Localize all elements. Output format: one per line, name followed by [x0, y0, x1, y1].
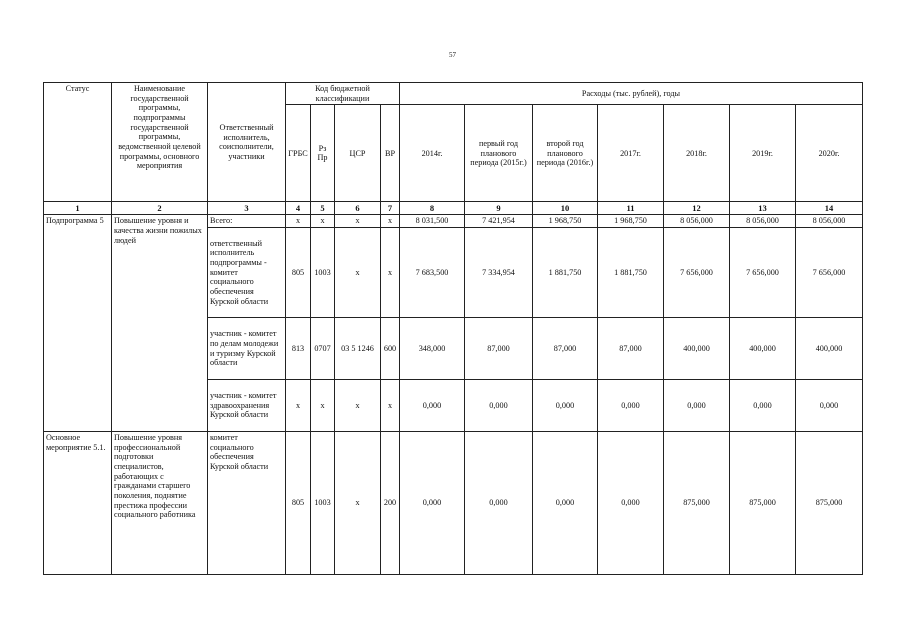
column-number: 10 [533, 202, 598, 215]
row-grbs: х [286, 380, 311, 432]
column-number-row [44, 202, 863, 215]
value-2015: 0,000 [465, 432, 533, 575]
row-responsible: Всего: [208, 215, 286, 228]
value-2015: 7 421,954 [465, 215, 533, 228]
value-2018: 875,000 [664, 432, 730, 575]
value-2020: 875,000 [796, 432, 863, 575]
value-2016: 0,000 [533, 380, 598, 432]
subprogram-status: Подпрограмма 5 [44, 215, 112, 432]
value-2014: 0,000 [400, 380, 465, 432]
value-2018: 8 056,000 [664, 215, 730, 228]
row-grbs: х [286, 215, 311, 228]
column-number: 9 [465, 202, 533, 215]
value-2018: 400,000 [664, 318, 730, 380]
value-2016: 1 881,750 [533, 228, 598, 318]
value-2019: 0,000 [730, 380, 796, 432]
page-number: 57 [449, 51, 456, 59]
subprogram-total-row [44, 215, 863, 228]
value-2014: 8 031,500 [400, 215, 465, 228]
header-row-1 [44, 83, 863, 105]
value-2016: 0,000 [533, 432, 598, 575]
header-vr: ВР [381, 105, 400, 202]
header-year-2018: 2018г. [664, 105, 730, 202]
value-2019: 8 056,000 [730, 215, 796, 228]
column-number: 7 [381, 202, 400, 215]
header-expenses: Расходы (тыс. рублей), годы [400, 83, 863, 105]
header-responsible: Ответственный исполнитель, соисполнители, участники [208, 83, 286, 202]
subprogram-name: Повышение уровня и качества жизни пожилых людей [112, 215, 208, 432]
row-vr: х [381, 228, 400, 318]
row-grbs: 813 [286, 318, 311, 380]
column-number: 3 [208, 202, 286, 215]
row-csr: х [335, 228, 381, 318]
value-2017: 1 881,750 [598, 228, 664, 318]
value-2015: 87,000 [465, 318, 533, 380]
value-2015: 0,000 [465, 380, 533, 432]
row-vr: х [381, 380, 400, 432]
measure-name: Повышение уровня профессиональной подготовки специалистов, работающих с гражданами старшего поколения, поднятие престижа профессии социального работника [112, 432, 208, 575]
column-number: 8 [400, 202, 465, 215]
value-2016: 87,000 [533, 318, 598, 380]
value-2020: 400,000 [796, 318, 863, 380]
row-rzpr: 1003 [311, 228, 335, 318]
header-name: Наименование государственной программы, подпрограммы государственной программы, ведомственной целевой программы, основного мероприятия [112, 83, 208, 202]
value-2017: 1 968,750 [598, 215, 664, 228]
row-grbs: 805 [286, 228, 311, 318]
row-responsible: участник - комитет здравоохранения Курской области [208, 380, 286, 432]
row-vr: 600 [381, 318, 400, 380]
value-2018: 7 656,000 [664, 228, 730, 318]
row-csr: х [335, 215, 381, 228]
value-2018: 0,000 [664, 380, 730, 432]
row-responsible: участник - комитет по делам молодежи и туризму Курской области [208, 318, 286, 380]
measure-row [44, 432, 863, 575]
value-2019: 400,000 [730, 318, 796, 380]
value-2016: 1 968,750 [533, 215, 598, 228]
row-responsible: ответственный исполнитель подпрограммы - комитет социального обеспечения Курской области [208, 228, 286, 318]
value-2019: 875,000 [730, 432, 796, 575]
value-2014: 0,000 [400, 432, 465, 575]
value-2017: 0,000 [598, 380, 664, 432]
value-2020: 7 656,000 [796, 228, 863, 318]
measure-status: Основное мероприятие 5.1. [44, 432, 112, 575]
header-budget-code: Код бюджетной классификации [286, 83, 400, 105]
column-number: 14 [796, 202, 863, 215]
header-year-2020: 2020г. [796, 105, 863, 202]
row-csr: 03 5 1246 [335, 318, 381, 380]
column-number: 6 [335, 202, 381, 215]
column-number: 13 [730, 202, 796, 215]
row-grbs: 805 [286, 432, 311, 575]
row-csr: х [335, 380, 381, 432]
value-2019: 7 656,000 [730, 228, 796, 318]
header-grbs: ГРБС [286, 105, 311, 202]
row-rzpr: х [311, 215, 335, 228]
column-number: 2 [112, 202, 208, 215]
header-year-2016: второй год планового периода (2016г.) [533, 105, 598, 202]
value-2015: 7 334,954 [465, 228, 533, 318]
header-year-2017: 2017г. [598, 105, 664, 202]
row-csr: х [335, 432, 381, 575]
header-rzpr: Рз Пр [311, 105, 335, 202]
header-status: Статус [44, 83, 112, 202]
column-number: 4 [286, 202, 311, 215]
header-csr: ЦСР [335, 105, 381, 202]
measure-responsible: комитет социального обеспечения Курской области [208, 432, 286, 575]
header-year-2015: первый год планового периода (2015г.) [465, 105, 533, 202]
value-2017: 0,000 [598, 432, 664, 575]
column-number: 11 [598, 202, 664, 215]
value-2017: 87,000 [598, 318, 664, 380]
row-rzpr: х [311, 380, 335, 432]
value-2014: 7 683,500 [400, 228, 465, 318]
row-rzpr: 1003 [311, 432, 335, 575]
budget-table [43, 82, 863, 575]
header-year-2019: 2019г. [730, 105, 796, 202]
row-rzpr: 0707 [311, 318, 335, 380]
value-2020: 8 056,000 [796, 215, 863, 228]
column-number: 1 [44, 202, 112, 215]
header-year-2014: 2014г. [400, 105, 465, 202]
column-number: 12 [664, 202, 730, 215]
value-2014: 348,000 [400, 318, 465, 380]
value-2020: 0,000 [796, 380, 863, 432]
column-number: 5 [311, 202, 335, 215]
row-vr: х [381, 215, 400, 228]
row-vr: 200 [381, 432, 400, 575]
